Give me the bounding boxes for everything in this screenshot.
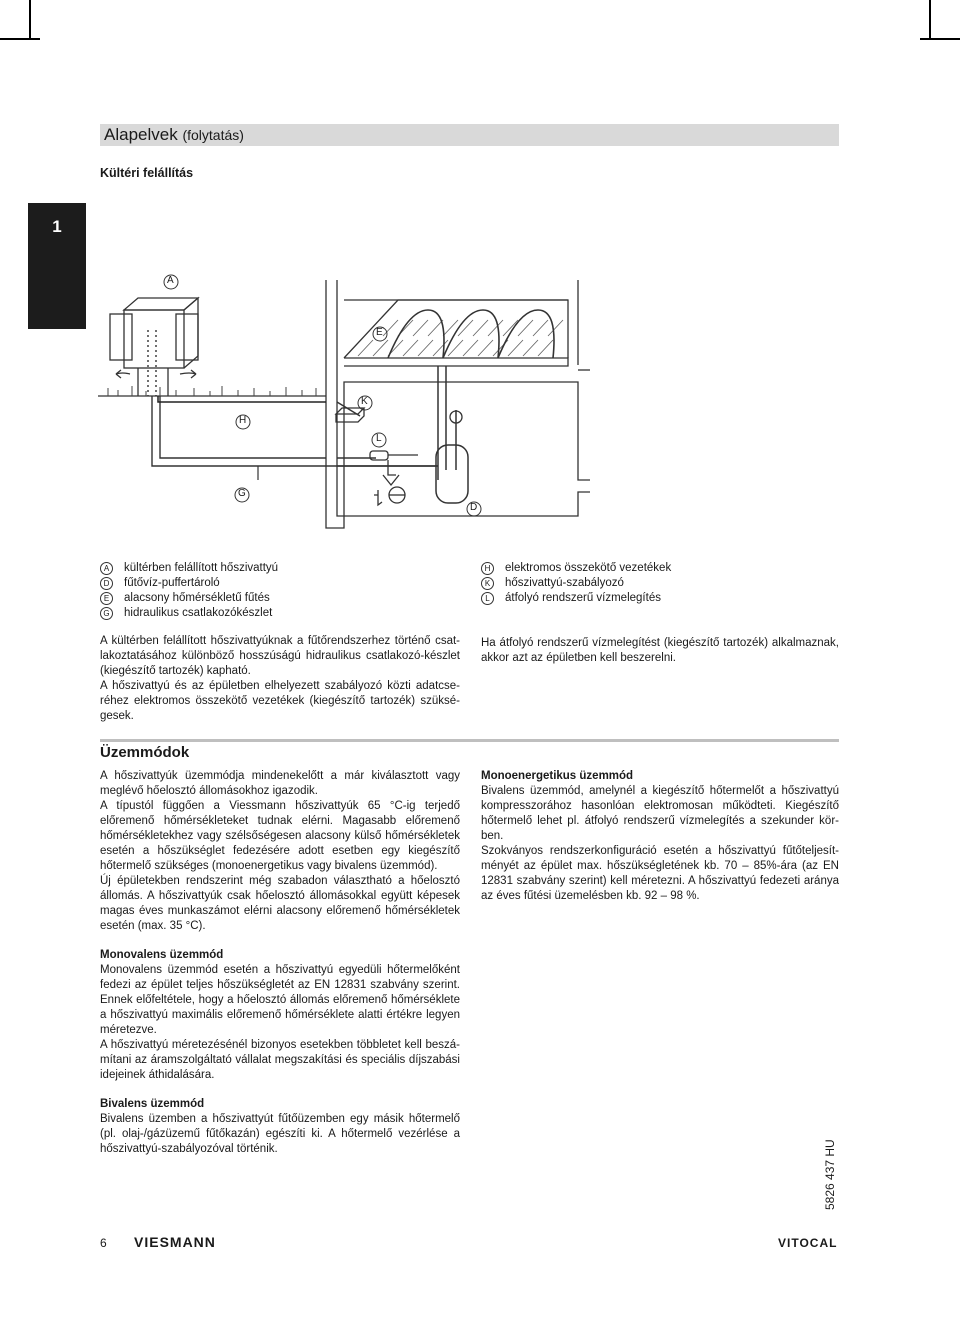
diagram-label-k: K (361, 396, 368, 407)
monoenergetic-heading: Monoenergetikus üzemmód (481, 770, 634, 782)
chapter-tab: 1 (28, 203, 86, 329)
paragraph: A hőszivattyú méretezésénél bizonyos esetekben többletet kell beszá-mítani az áramszolgáltató vállalat megszakítási és speciális díjszabási idejeinek áthidalására. (100, 1039, 460, 1081)
legend-right (481, 561, 671, 606)
legend-key: H (481, 562, 494, 575)
section-title: Kültéri felállítás (100, 166, 194, 180)
legend-item (100, 606, 278, 621)
legend-item (481, 591, 671, 606)
crop-mark (920, 38, 960, 40)
page-title: Alapelvek (104, 125, 178, 144)
diagram-label-h: H (239, 415, 247, 426)
diagram-label-a: A (167, 275, 174, 286)
paragraph: Monovalens üzemmód esetén a hőszivattyú egyedüli hőtermelőként fedezi az épület teljes hőszükségletét az EN 12831 szabvány szerint. Ennek előfeltétele, hogy a hőelosztó állomás előremenő hőmérséklete a hőszivattyú maximális előremenő hőmérséklete alatti értékre legyen méretezve. (100, 964, 460, 1036)
crop-mark (29, 0, 31, 40)
diagram-label-e: E (376, 327, 383, 338)
legend-item (100, 561, 278, 576)
diagram-label-d: D (470, 502, 478, 513)
legend-text: kültérben felállított hőszivattyú (124, 562, 279, 574)
vitocal-logo: VITOCAL (778, 1236, 838, 1250)
paragraph: A típustól függően a Viessmann hőszivattyúk 65 °C-ig terjedő előremenő hőmérsékleteket tudnak elérni. Magasabb előremenő hőmérsékletekhez vagy szélsőségesen alacsony külső hőmérsékletek esetén a hőszükséglet fedezésére adott esetben egy kiegészítő hőtermelő szükséges (monoenergetikus vagy bivalens üzemmód). (100, 800, 460, 872)
installation-diagram (98, 270, 590, 530)
paragraph: Bivalens üzemmód, amelynél a kiegészítő hőtermelőt a hőszivattyú kompresszorához hasonlóan elektromosan működteti. Kiegészítő hőtermelő lehet pl. átfolyó rendszerű vízmelegítés a szekunder kör-ben. (481, 785, 839, 842)
legend-text: hőszivattyú-szabályozó (505, 577, 624, 589)
paragraph: Szokványos rendszerkonfiguráció esetén a hőszivattyú fűtőteljesít-ményét az épület max. hőszükségletének kb. 70 – 85%-ára (az EN 12831 szabvány szerint) kell méretezni. A hőszivattyú fedezeti aránya az éves fűtési üzemelésben kb. 92 – 98 %. (481, 845, 839, 902)
bivalent-heading: Bivalens üzemmód (100, 1098, 205, 1110)
legend-key: E (100, 592, 113, 605)
paragraph: A hőszivattyú és az épületben elhelyezett szabályozó közti adatcse-réhez elektromos összekötő vezetékek (kiegészítő tartozék) szüksé-gesek. (100, 680, 460, 722)
legend-item (481, 576, 671, 591)
diagram-label-l: L (376, 433, 382, 444)
legend-text: elektromos összekötő vezetékek (505, 562, 672, 574)
crop-mark (929, 0, 931, 40)
paragraph: A hőszivattyúk üzemmódja mindenekelőtt a már kiválasztott vagy meglévő hőelosztó állomásokhoz igazodik. (100, 770, 460, 797)
monovalent-heading: Monovalens üzemmód (100, 949, 224, 961)
viessmann-logo: VIESMANN (134, 1234, 216, 1250)
legend-text: átfolyó rendszerű vízmelegítés (505, 592, 661, 604)
legend-key: G (100, 607, 113, 620)
page-header (100, 124, 839, 146)
legend-item (481, 561, 671, 576)
modes-heading: Üzemmódok (100, 744, 190, 761)
legend-key: D (100, 577, 113, 590)
legend-text: hidraulikus csatlakozókészlet (124, 607, 273, 619)
legend-left (100, 561, 278, 621)
paragraph: Bivalens üzemben a hőszivattyút fűtőüzemben egy másik hőtermelő (pl. olaj-/gázüzemű fűtőkazán) egészíti ki. A hőtermelő vezérlése a hőszivattyú-szabályozóval történik. (100, 1113, 460, 1155)
document-number: 5826 437 HU (823, 1139, 837, 1210)
legend-key: K (481, 577, 494, 590)
intro-right (481, 636, 839, 666)
diagram-label-g: G (238, 488, 246, 499)
page-subtitle: (folytatás) (182, 127, 244, 143)
crop-mark (0, 38, 40, 40)
modes-right-column (481, 769, 839, 904)
page-number: 6 (100, 1236, 107, 1250)
intro-left (100, 634, 460, 724)
legend-item (100, 591, 278, 606)
legend-key: L (481, 592, 494, 605)
modes-left-column (100, 769, 460, 1157)
legend-text: alacsony hőmérsékletű fűtés (124, 592, 270, 604)
paragraph: A kültérben felállított hőszivattyúknak a fűtőrendszerhez történő csat-lakoztatásához különböző hosszúságú hidraulikus csatlakozó-készlet (kiegészítő tartozék) kapható. (100, 635, 460, 677)
legend-item (100, 576, 278, 591)
paragraph: Ha átfolyó rendszerű vízmelegítést (kiegészítő tartozék) alkalmaznak, akkor azt az épületben kell beszerelni. (481, 637, 839, 664)
paragraph: Új épületekben rendszerint még szabadon választható a hőelosztó állomás. A hőszivattyúk csak hőelosztó állomásokkal együtt képesek magas éves munkaszámot elérni alacsony előremenő hőmérsékletek esetén (max. 35 °C). (100, 875, 460, 932)
section-divider (100, 739, 839, 742)
legend-key: A (100, 562, 113, 575)
legend-text: fűtővíz-puffertároló (124, 577, 220, 589)
